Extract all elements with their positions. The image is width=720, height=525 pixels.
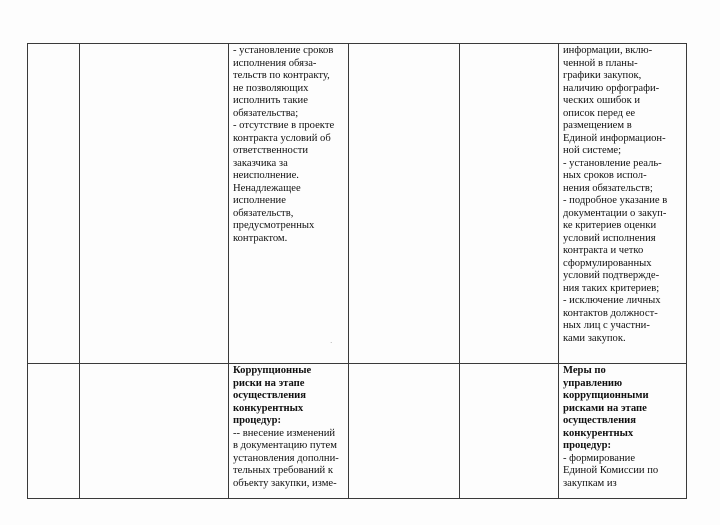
text-line: установления дополни- — [233, 452, 339, 464]
risk-measures-text — [559, 44, 686, 345]
text-line: осуществления — [563, 415, 637, 426]
text-line: графики закупок, — [563, 70, 642, 81]
text-line: - установление реаль- — [563, 157, 662, 169]
table-row — [28, 44, 687, 364]
text-line: - установление сроков — [233, 45, 334, 56]
text-line: контракта условий об — [233, 132, 331, 144]
text-line: тельных требований к — [233, 465, 333, 476]
table-cell-empty — [460, 44, 559, 364]
text-line: ния таких критериев; — [563, 282, 660, 294]
text-line: контактов должност- — [563, 307, 658, 319]
text-line: неисполнение. — [233, 170, 299, 181]
text-line: Единой информацион- — [563, 132, 666, 144]
text-line: ке критериев оценки — [563, 220, 657, 231]
text-line: закупкам из — [563, 477, 617, 489]
text-line: ответственности — [233, 145, 309, 156]
text-line: контракта и четко — [563, 245, 644, 256]
procedure-measures-heading — [559, 364, 686, 453]
text-line: сформулированных — [563, 257, 652, 269]
table-cell-empty — [80, 44, 229, 364]
table-cell-empty — [349, 44, 460, 364]
text-line: обязательства; — [233, 107, 299, 119]
text-line: исполнение — [233, 195, 286, 206]
scan-speck: · — [330, 339, 333, 347]
text-line: в документацию путем — [233, 440, 337, 451]
table-cell-empty — [28, 44, 80, 364]
text-line: объекту закупки, изме- — [233, 477, 337, 489]
text-line: ками закупок. — [563, 332, 626, 344]
text-line: заказчика за — [233, 157, 288, 169]
table-row — [28, 364, 687, 499]
text-line: Меры по — [563, 365, 606, 376]
risk-measures-cell — [559, 44, 687, 364]
text-line: Коррупционные — [233, 365, 312, 376]
text-line: наличию орфографи- — [563, 82, 660, 94]
text-line: процедур: — [563, 440, 612, 451]
table-cell-empty — [28, 364, 80, 499]
text-line: Единой Комиссии по — [563, 465, 659, 476]
text-line: процедур: — [233, 415, 282, 426]
procedure-risk-text — [229, 428, 348, 491]
text-line: не позволяющих — [233, 82, 309, 94]
risk-table — [27, 43, 687, 499]
procedure-measures-text — [559, 453, 686, 491]
text-line: ных лиц с участни- — [563, 320, 650, 331]
text-line: нения обязательств; — [563, 182, 653, 194]
risk-description-cell — [229, 44, 349, 364]
procedure-risk-heading — [229, 364, 348, 428]
text-line: размещением в — [563, 120, 632, 131]
text-line: - исключение личных — [563, 295, 661, 306]
text-line: конкурентных — [233, 402, 304, 414]
text-line: управлению — [563, 377, 623, 389]
text-line: тельств по контракту, — [233, 70, 330, 81]
procedure-risk-cell — [229, 364, 349, 499]
table-cell-empty — [460, 364, 559, 499]
risk-description-text — [229, 44, 348, 245]
text-line: риски на этапе — [233, 377, 305, 389]
text-line: контрактом. — [233, 232, 288, 244]
text-line: ной системе; — [563, 145, 622, 156]
procedure-measures-cell — [559, 364, 687, 499]
text-line: описок перед ее — [563, 107, 636, 119]
text-line: ченной в планы- — [563, 57, 638, 69]
text-line: - формирование — [563, 452, 636, 464]
text-line: -- внесение изменений — [233, 427, 336, 439]
text-line: - отсутствие в проекте — [233, 120, 335, 131]
text-line: предусмотренных — [233, 220, 315, 231]
text-line: обязательств, — [233, 207, 294, 219]
text-line: ческих ошибок и — [563, 95, 641, 106]
text-line: осуществления — [233, 390, 307, 401]
text-line: информации, вклю- — [563, 45, 653, 56]
table-cell-empty — [80, 364, 229, 499]
text-line: исполнения обяза- — [233, 57, 317, 69]
text-line: - подробное указание в — [563, 195, 668, 206]
text-line: ных сроков испол- — [563, 170, 647, 181]
text-line: коррупционными — [563, 390, 649, 401]
text-line: документации о закуп- — [563, 207, 667, 219]
text-line: рисками на этапе — [563, 402, 647, 414]
text-line: конкурентных — [563, 427, 634, 439]
text-line: условий исполнения — [563, 232, 656, 244]
text-line: Ненадлежащее — [233, 182, 301, 194]
text-line: условий подтвержде- — [563, 270, 660, 281]
table-cell-empty — [349, 364, 460, 499]
text-line: исполнить такие — [233, 95, 308, 106]
